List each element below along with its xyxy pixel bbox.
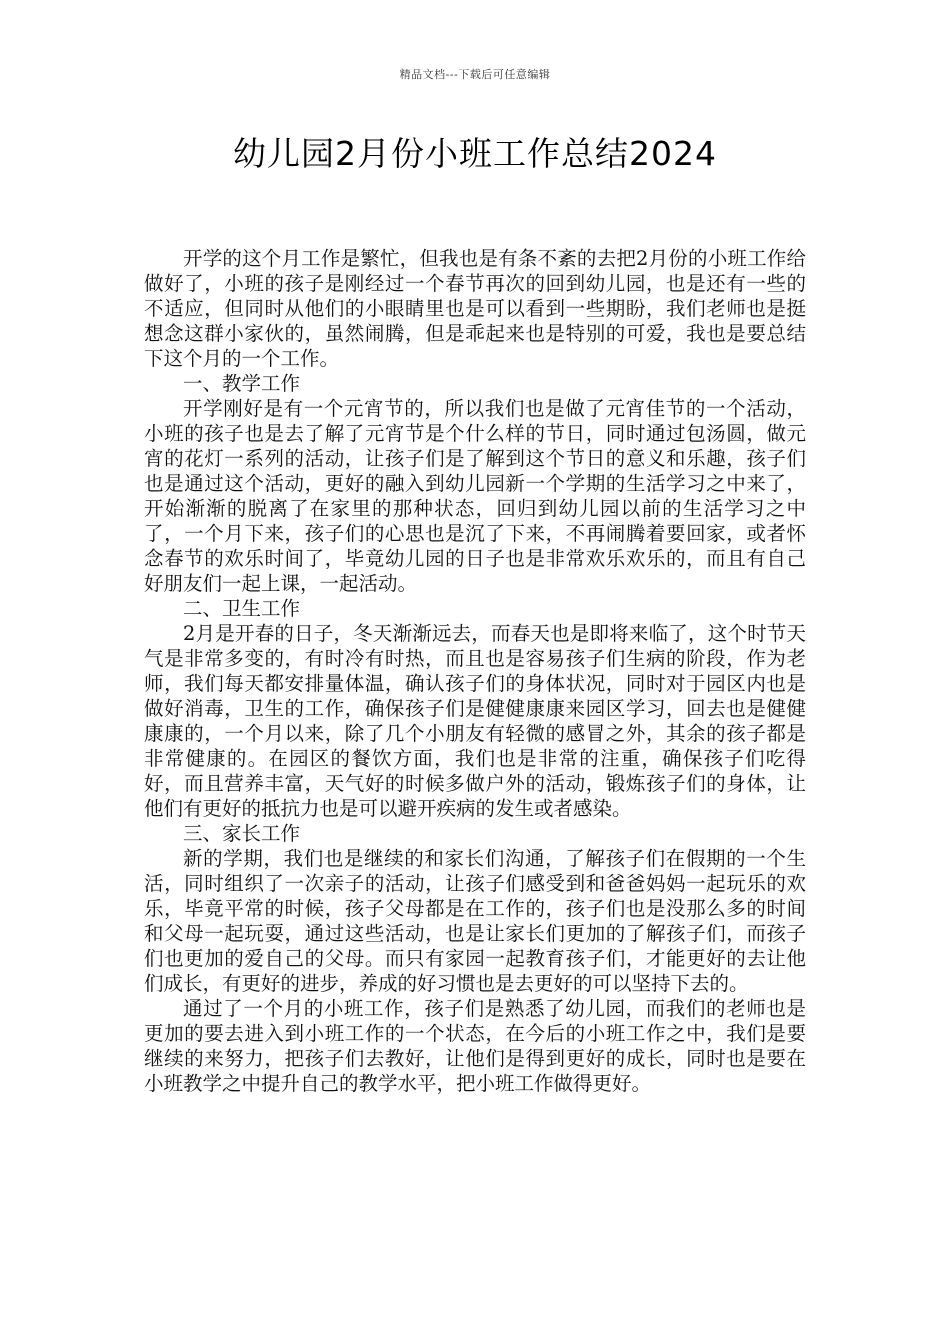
intro-paragraph: 开学的这个月工作是繁忙，但我也是有条不紊的去把2月份的小班工作给做好了，小班的孩子是刚经过一个春节再次的回到幼儿园，也是还有一些的不适应，但同时从他们的小眼睛里也是可以看到一些期盼，我们老师也是挺想念这群小家伙的，虽然闹腾，但是乖起来也是特别的可爱，我也是要总结下这个月的一个工作。 <box>144 247 806 370</box>
section-heading-parents: 三、家长工作 <box>183 822 301 845</box>
document-title: 幼儿园2月份小班工作总结2024 <box>233 134 717 173</box>
conclusion-paragraph: 通过了一个月的小班工作，孩子们是熟悉了幼儿园，而我们的老师也是更加的要去进入到小班工作的一个状态，在今后的小班工作之中，我们是要继续的来努力，把孩子们去教好，让他们是得到更好的成长，同时也是要在小班教学之中提升自己的教学水平，把小班工作做得更好。 <box>144 997 806 1095</box>
section-heading-hygiene: 二、卫生工作 <box>183 597 301 620</box>
parents-paragraph: 新的学期，我们也是继续的和家长们沟通，了解孩子们在假期的一个生活，同时组织了一次亲子的活动，让孩子们感受到和爸爸妈妈一起玩乐的欢乐，毕竟平常的时候，孩子父母都是在工作的，孩子们也是没那么多的时间和父母一起玩耍，通过这些活动，也是让家长们更加的了解孩子们，而孩子们也更加的爱自己的父母。而只有家园一起教育孩子们，才能更好的去让他们成长，有更好的进步，养成的好习惯也是去更好的可以坚持下去的。 <box>144 847 806 995</box>
header-note: 精品文档---下载后可任意编辑 <box>399 68 551 81</box>
document-body <box>144 246 806 1096</box>
section-heading-teaching: 一、教学工作 <box>183 372 301 395</box>
teaching-paragraph: 开学刚好是有一个元宵节的，所以我们也是做了元宵佳节的一个活动，小班的孩子也是去了解了元宵节是个什么样的节日，同时通过包汤圆，做元宵的花灯一系列的活动，让孩子们是了解到这个节日的意义和乐趣，孩子们也是通过这个活动，更好的融入到幼儿园新一个学期的生活学习之中来了，开始渐渐的脱离了在家里的那种状态，回归到幼儿园以前的生活学习之中了，一个月下来，孩子们的心思也是沉了下来，不再闹腾着要回家，或者怀念春节的欢乐时间了，毕竟幼儿园的日子也是非常欢乐欢乐的，而且有自己好朋友们一起上课，一起活动。 <box>144 397 806 595</box>
hygiene-paragraph: 2月是开春的日子，冬天渐渐远去，而春天也是即将来临了，这个时节天气是非常多变的，有时冷有时热，而且也是容易孩子们生病的阶段，作为老师，我们每天都安排量体温，确认孩子们的身体状况，同时对于园区内也是做好消毒，卫生的工作，确保孩子们是健健康康来园区学习，回去也是健健康康的，一个月以来，除了几个小朋友有轻微的感冒之外，其余的孩子都是非常健康的。在园区的餐饮方面，我们也是非常的注重，确保孩子们吃得好，而且营养丰富，天气好的时候多做户外的活动，锻炼孩子们的身体，让他们有更好的抵抗力也是可以避开疾病的发生或者感染。 <box>144 622 806 820</box>
